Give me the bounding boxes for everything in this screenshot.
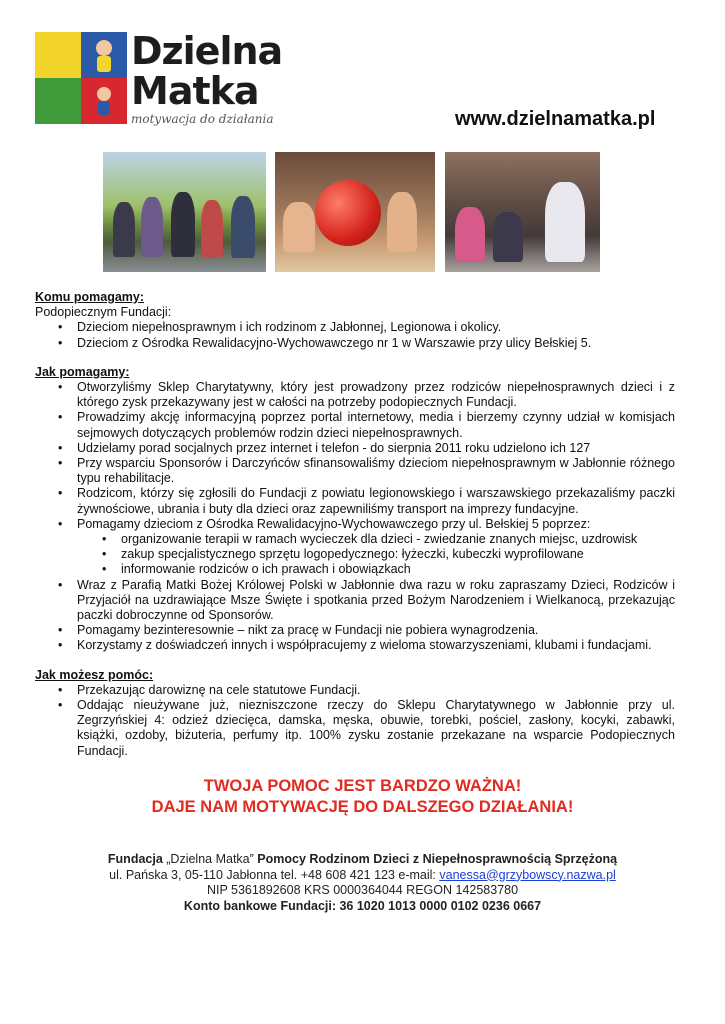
logo-red-square bbox=[81, 78, 127, 124]
section-heading-komu: Komu pomagamy: bbox=[35, 290, 145, 304]
logo-tagline: motywacja do działania bbox=[131, 112, 274, 126]
email-link[interactable]: vanessa@grzybowscy.nazwa.pl bbox=[439, 867, 616, 882]
dzielna-matka-logo bbox=[35, 28, 283, 128]
list-item: • Przy wsparciu Sponsorów i Darczyńców sfinansowaliśmy dzieciom niepełnosprawnym w Jabłonnie różnego typu rehabilitacje. bbox=[77, 456, 675, 486]
footer-address: ul. Pańska 3, 05-110 Jabłonna tel. +48 608 421 123 e-mail: vanessa@grzybowscy.nazwa.pl bbox=[109, 867, 616, 882]
list-item: • Pomagamy bezinteresownie – nikt za pracę w Fundacji nie pobiera wynagrodzenia. bbox=[77, 623, 675, 638]
footer-bank: Konto bankowe Fundacji: 36 1020 1013 0000 0102 0236 0667 bbox=[183, 898, 542, 913]
list-item: • Oddając nieużywane już, niezniszczone rzeczy do Sklepu Charytatywnego w Jabłonnie przy ul. Zegrzyńskiej 4: odzież dziecięca, damska, męska, obuwie, torebki, pościel, zasłony, kocyki, zabawki, książki, ozdoby, biżuteria, perfumy itp. 100% zysku zostanie przekazane na wsparcie Podopiecznych Fundacji. bbox=[77, 698, 675, 759]
section2-list bbox=[35, 380, 675, 532]
list-item: • Dzieciom z Ośrodka Rewalidacyjno-Wychowawczego nr 1 w Warszawie przy ulicy Bełskiej 5. bbox=[77, 336, 675, 351]
photo-church-meeting bbox=[445, 152, 600, 272]
footer-registry: NIP 5361892608 KRS 0000364044 REGON 142583780 bbox=[206, 883, 519, 897]
list-item: • Dzieciom niepełnosprawnym i ich rodzinom z Jabłonnej, Legionowa i okolicy. bbox=[77, 320, 675, 335]
section2-sublist bbox=[35, 532, 675, 578]
section-heading-jak: Jak pomagamy: bbox=[35, 364, 130, 379]
logo-line1: Dzielna bbox=[131, 29, 283, 73]
section-heading-mozesz: Jak możesz pomóc: bbox=[35, 667, 154, 682]
logo-line2: Matka bbox=[131, 69, 259, 113]
logo-yellow-square bbox=[35, 32, 81, 78]
list-item: • Pomagamy dzieciom z Ośrodka Rewalidacyjno-Wychowawczego przy ul. Bełskiej 5 poprzez: bbox=[77, 517, 675, 532]
list-item: • Wraz z Parafią Matki Bożej Królowej Polski w Jabłonnie dwa razu w roku zapraszamy Dzieci, Rodziców i Przyjaciół na uzdrawiające Msze Święte i spotkania przed Bożym Narodzeniem i Wielkanocą, przekazując paczki dobroczynne od Sponsorów. bbox=[77, 578, 675, 624]
section1-intro: Podopiecznym Fundacji: bbox=[35, 305, 172, 320]
logo-figure-icon bbox=[81, 32, 127, 78]
footer-org: Fundacja „Dzielna Matka” Pomocy Rodzinom Dzieci z Niepełnosprawnością Sprzężoną bbox=[107, 852, 618, 866]
list-item: • Rodzicom, którzy się zgłosili do Fundacji z powiatu legionowskiego i warszawskiego przekazaliśmy paczki żywnościowe, ubrania i buty dla dzieci oraz zapewniliśmy transport na imprezy fundacyjne. bbox=[77, 486, 675, 516]
list-item: • Prowadzimy akcję informacyjną poprzez portal internetowy, media i bierzemy czynny udział w komisjach sejmowych dotyczących problemów rodzin dzieci niepełnosprawnych. bbox=[77, 410, 675, 440]
sub-list-item: • informowanie rodziców o ich prawach i obowiązkach bbox=[121, 562, 675, 577]
section1-list bbox=[35, 320, 675, 350]
sub-list-item: • zakup specjalistycznego sprzętu logopedycznego: łyżeczki, kubeczki wyprofilowane bbox=[121, 547, 675, 562]
main-content bbox=[35, 290, 675, 759]
red-ball bbox=[315, 180, 381, 246]
logo-green-square bbox=[35, 78, 81, 124]
section2-list-continued bbox=[35, 578, 675, 654]
list-item: • Korzystamy z doświadczeń innych i współpracujemy z wieloma stowarzyszeniami, klubami i fundacjami. bbox=[77, 638, 675, 653]
website-url[interactable]: www.dzielnamatka.pl bbox=[455, 108, 656, 130]
footer bbox=[0, 852, 725, 914]
list-item: • Otworzyliśmy Sklep Charytatywny, który jest prowadzony przez rodziców niepełnosprawnych dzieci i z którego zysk przekazywany jest w całości na potrzeby podopiecznych Fundacji. bbox=[77, 380, 675, 410]
appeal-text bbox=[0, 776, 725, 818]
list-item: • Udzielamy porad socjalnych przez internet i telefon - do sierpnia 2011 roku udzielono ich 127 bbox=[77, 441, 675, 456]
list-item: • Przekazując darowiznę na cele statutowe Fundacji. bbox=[77, 683, 675, 698]
photo-children-strollers bbox=[103, 152, 266, 272]
photo-therapy-ball bbox=[275, 152, 435, 272]
appeal-line1: TWOJA POMOC JEST BARDZO WAŻNA! bbox=[203, 777, 522, 795]
logo-child-icon bbox=[81, 78, 127, 124]
section3-list bbox=[35, 683, 675, 759]
logo-blue-square bbox=[81, 32, 127, 78]
sub-list-item: • organizowanie terapii w ramach wycieczek dla dzieci - zwiedzanie znanych miejsc, uzdrowisk bbox=[121, 532, 675, 547]
appeal-line2: DAJE NAM MOTYWACJĘ DO DALSZEGO DZIAŁANIA! bbox=[151, 798, 574, 816]
